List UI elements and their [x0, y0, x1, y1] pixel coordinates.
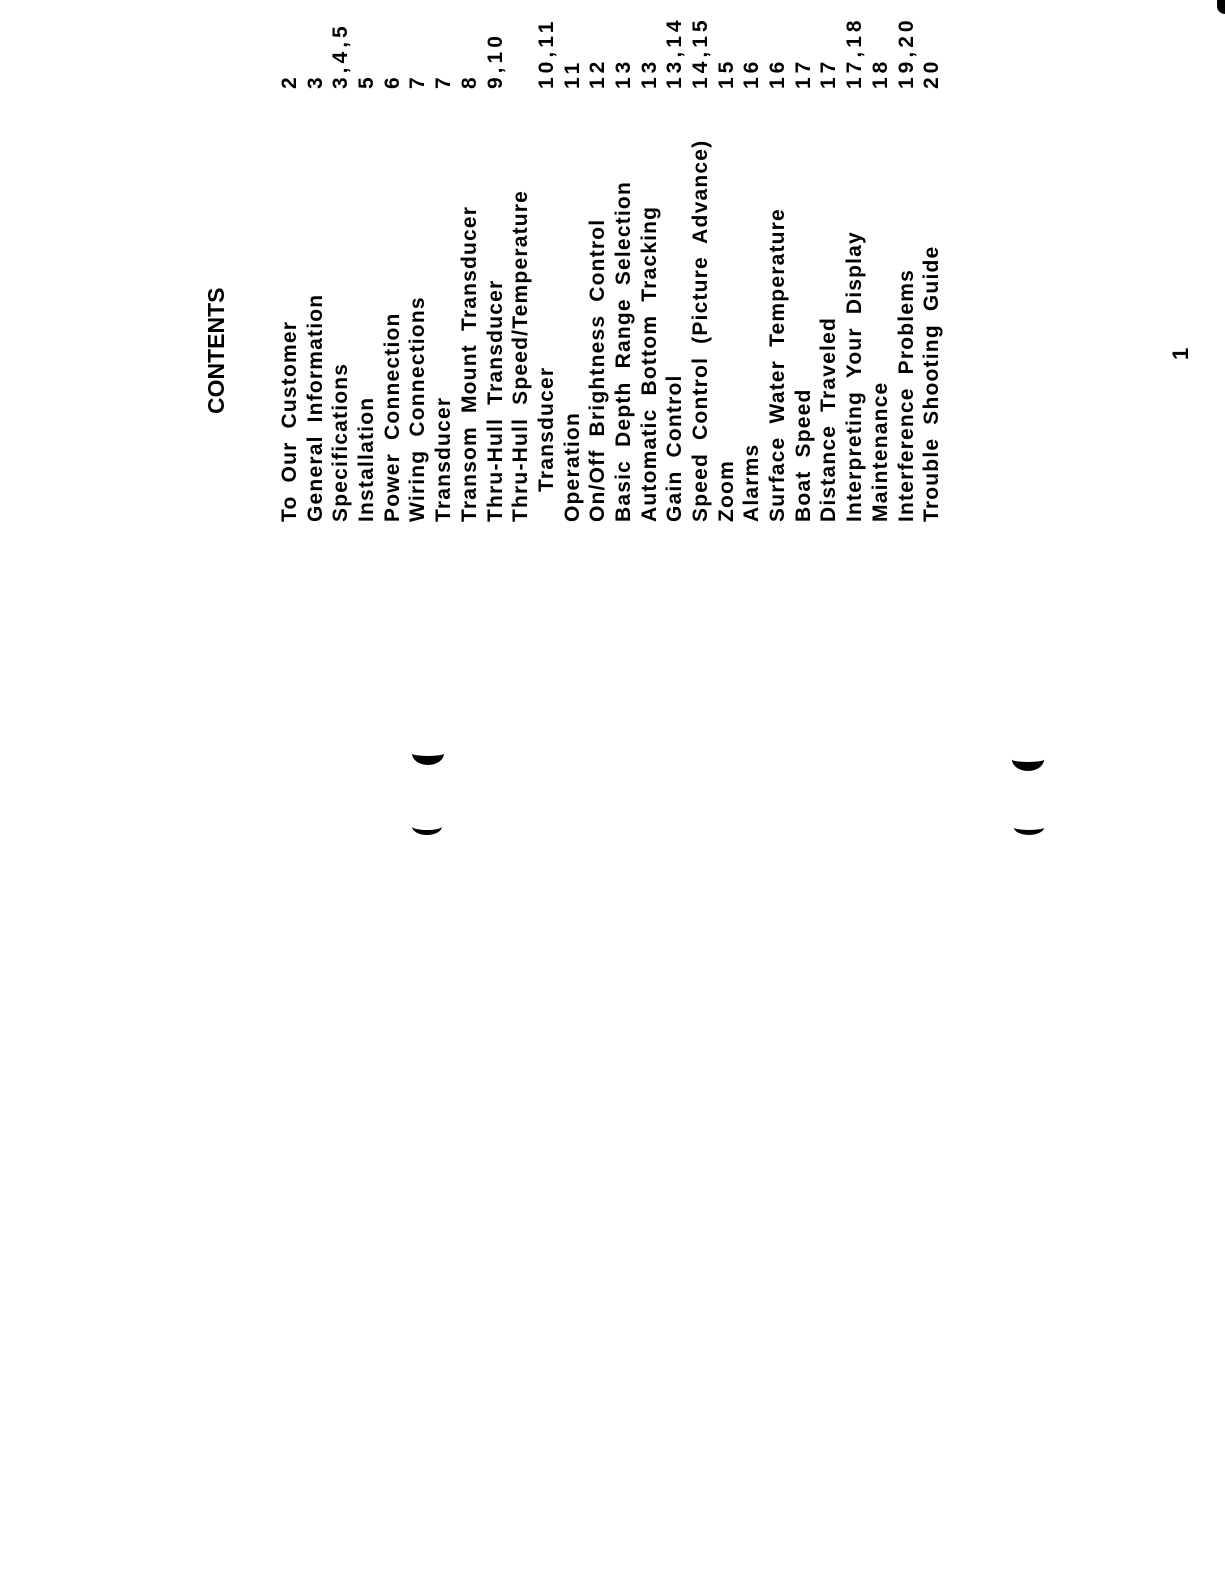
toc-entry-title: To Our Customer — [278, 320, 301, 522]
toc-entry-title: Interference Problems — [894, 269, 918, 522]
toc-entry — [637, 2, 663, 522]
toc-entry-page: 13,14 — [663, 16, 687, 89]
toc-entry-page: 9,10 — [483, 32, 507, 89]
toc-entry — [662, 2, 688, 522]
toc-entry-page: 6 — [380, 73, 404, 89]
toc-entry-page: 10,11 — [534, 17, 558, 89]
toc-entry — [431, 2, 457, 522]
toc-entry-title: Basic Depth Range Selection — [611, 181, 635, 522]
toc-entry — [765, 2, 791, 522]
toc-entry-title: Thru-Hull Transducer — [483, 279, 507, 522]
corner-mark — [1217, 0, 1225, 14]
toc-entry-title: Interpreting Your Display — [843, 231, 867, 522]
toc-entry-page: 17,18 — [843, 16, 867, 89]
toc-entry — [842, 2, 868, 522]
toc-entry-title: Zoom — [714, 460, 738, 522]
toc-entry-page: 8 — [457, 73, 481, 89]
toc-entry-title: Distance Traveled — [817, 317, 841, 522]
binder-hole-mark — [412, 742, 444, 765]
toc-entry-page: 5 — [355, 73, 379, 89]
toc-entry-title: Power Connection — [380, 312, 404, 522]
toc-entry — [714, 2, 740, 522]
toc-entry-title: Automatic Bottom Tracking — [637, 205, 661, 522]
toc-entry-title: On/Off Brightness Control — [586, 218, 610, 522]
toc-entry-title: Transom Mount Transducer — [457, 205, 481, 522]
toc-entry-title: Wiring Connections — [406, 296, 430, 522]
toc-entry-page: 16 — [766, 57, 790, 89]
table-of-contents — [277, 2, 945, 522]
toc-entry-page: 7 — [432, 73, 456, 89]
toc-entry-title: General Information — [303, 293, 327, 522]
toc-entry-page: 17 — [791, 57, 815, 89]
toc-entry-page: 20 — [920, 57, 944, 89]
toc-entry-page: 11 — [560, 58, 584, 89]
toc-entry-title: Installation — [355, 396, 379, 522]
toc-entry — [457, 2, 483, 522]
toc-entry-page: 7 — [406, 73, 430, 89]
toc-entry-page: 16 — [740, 57, 764, 89]
toc-entry — [483, 2, 509, 522]
toc-entry — [380, 2, 406, 522]
toc-entry-page: 12 — [586, 57, 610, 89]
toc-entry — [328, 2, 354, 522]
toc-entry-title: Trouble Shooting Guide — [920, 245, 944, 522]
toc-entry-title: Boat Speed — [791, 388, 815, 522]
toc-entry-page: 3 — [303, 73, 327, 89]
page-number: 1 — [1168, 347, 1193, 360]
toc-entry — [560, 2, 586, 522]
toc-entry — [816, 2, 842, 522]
toc-entry — [534, 2, 560, 522]
toc-entry — [919, 2, 945, 522]
toc-entry-page: 3,4,5 — [329, 22, 353, 89]
binder-hole-mark — [1012, 748, 1044, 771]
toc-entry-title: Operation — [560, 412, 584, 522]
toc-entry-page: 14,15 — [689, 16, 712, 89]
toc-entry-title: Transducer — [432, 396, 456, 522]
toc-entry-page: 15 — [714, 57, 738, 89]
toc-entry — [508, 2, 534, 522]
binder-hole-mark — [1014, 820, 1044, 835]
toc-entry-page: 2 — [278, 73, 301, 89]
toc-entry — [354, 2, 380, 522]
toc-entry-title: Maintenance — [868, 381, 892, 522]
contents-heading: CONTENTS — [203, 287, 229, 414]
toc-entry-title: Gain Control — [663, 374, 687, 522]
toc-entry-page: 13 — [611, 57, 635, 89]
toc-entry-title: Thru-Hull Speed/Temperature — [509, 189, 533, 522]
toc-entry-page: 18 — [868, 57, 892, 89]
toc-entry-page: 19,20 — [894, 16, 918, 89]
toc-entry-title: Specifications — [329, 362, 353, 522]
toc-entry-title: Speed Control (Picture Advance) — [689, 139, 712, 522]
toc-entry — [739, 2, 765, 522]
toc-entry — [791, 2, 817, 522]
toc-entry-title: Alarms — [740, 443, 764, 522]
toc-entry-title: Surface Water Temperature — [766, 208, 790, 522]
toc-entry — [303, 2, 329, 522]
toc-entry — [405, 2, 431, 522]
toc-entry-title: Transducer — [534, 366, 558, 492]
toc-entry — [868, 2, 894, 522]
toc-entry — [611, 2, 637, 522]
toc-entry — [894, 2, 920, 522]
binder-hole-mark — [412, 818, 442, 835]
toc-entry-page: 13 — [637, 57, 661, 89]
toc-entry — [585, 2, 611, 522]
toc-entry-page: 17 — [817, 57, 841, 89]
toc-entry — [277, 2, 303, 522]
toc-entry — [688, 2, 714, 522]
